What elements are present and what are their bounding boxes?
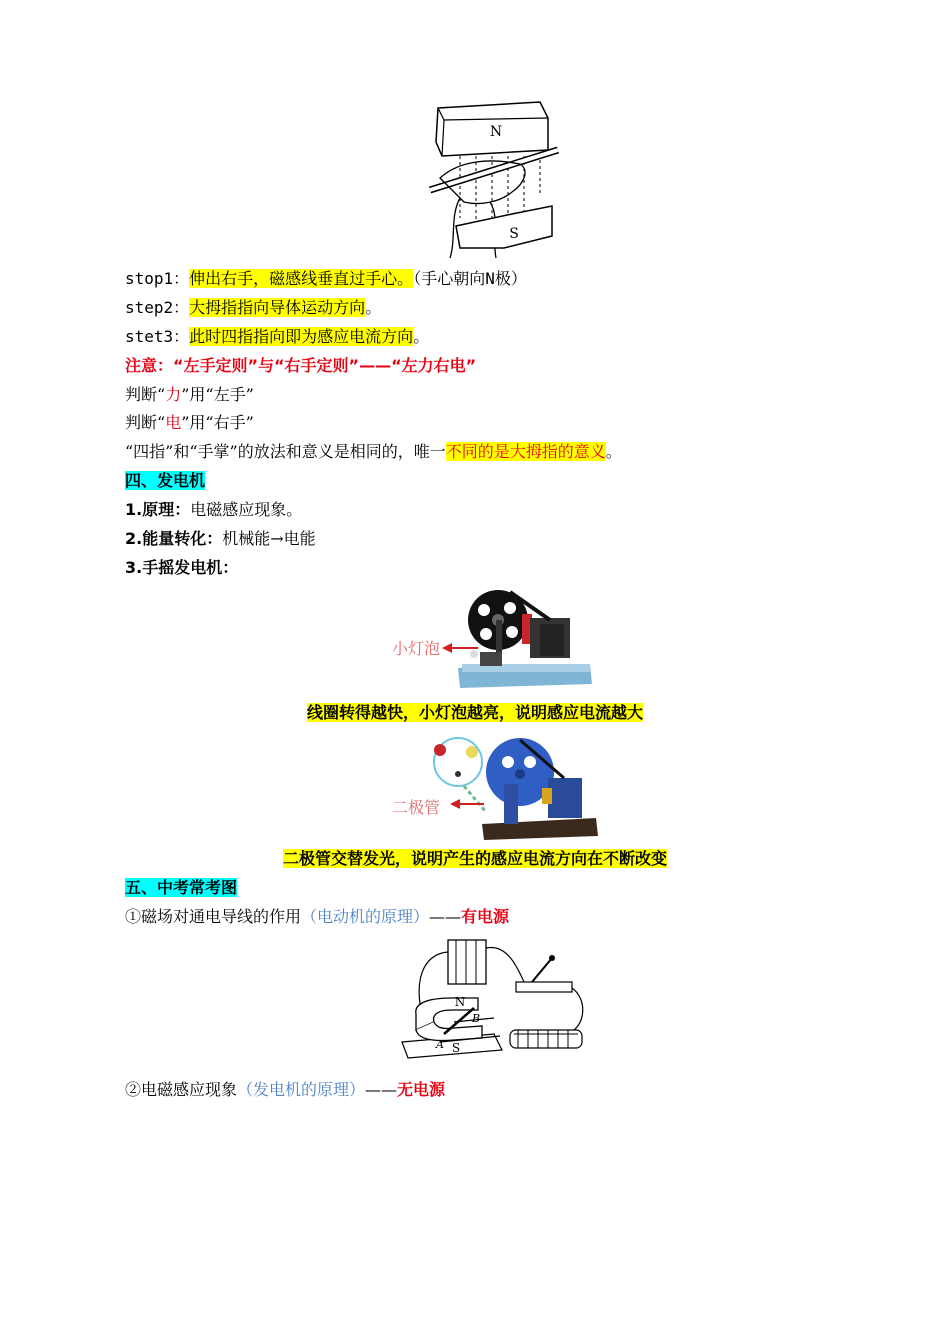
step-1: stop1：伸出右手，磁感线垂直过手心。（手心朝向N极） [125,269,527,288]
figure-3-caption: 二极管交替发光，说明产生的感应电流方向在不断改变 [282,849,667,868]
note-left-force-right-current: 注意：“左手定则”与“右手定则”——“左力右电” [125,356,477,375]
figure-2-caption: 线圈转得越快，小灯泡越亮，说明感应电流越大 [306,703,643,722]
compare-line: “四指”和“手掌”的放法和意义是相同的，唯一不同的是大拇指的意义。 [125,442,622,461]
magnet-s-label: S [451,1041,461,1055]
right-hand-rule-figure [420,98,560,260]
hand-crank-generator-bulb-figure [440,580,595,692]
magnet-n-label: N [489,124,503,140]
section-5-heading: 五、中考常考图 [125,878,238,897]
step-2: step2：大拇指指向导体运动方向。 [125,298,382,317]
step-3: stet3：此时四指指向即为感应电流方向。 [125,327,430,346]
judge-force-line: 判断“力”用“左手” [125,385,254,404]
magnet-n-label: N [454,995,466,1009]
motor-principle-circuit-figure [396,934,596,1062]
diode-label: 二极管 [392,798,441,817]
item-1-line: ①磁场对通电导线的作用（电动机的原理）——有电源 [125,907,510,926]
section-4-heading: 四、发电机 [125,471,206,490]
energy-conversion-line: 2.能量转化：机械能→电能 [125,529,316,548]
principle-line: 1.原理：电磁感应现象。 [125,500,303,519]
hand-generator-line: 3.手摇发电机： [125,558,239,577]
judge-current-line: 判断“电”用“右手” [125,413,254,432]
point-b-label: B [471,1012,481,1025]
point-a-label: A [436,1038,444,1051]
item-2-line: ②电磁感应现象（发电机的原理）——无电源 [125,1080,446,1099]
magnet-s-label: S [509,226,519,242]
bulb-label: 小灯泡 [392,639,441,658]
generator-diode-figure [424,732,600,842]
